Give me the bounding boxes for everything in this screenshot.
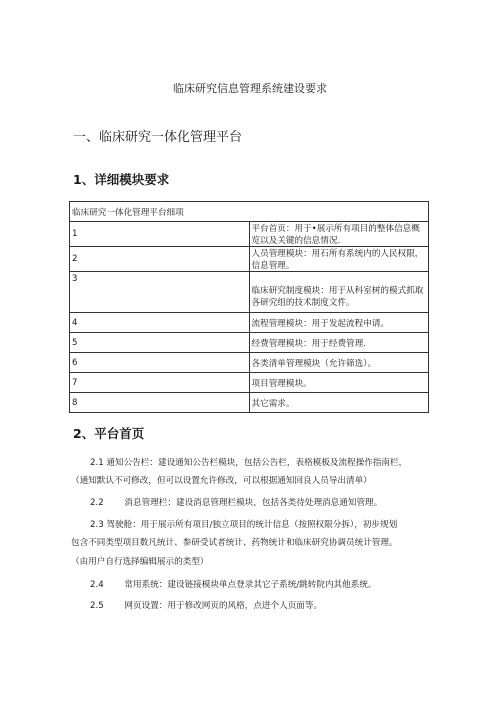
item-text: 驾驶舱：用于展示所有项目/独立项目的统计信息（按照权限分拆），初步规划 [106, 520, 398, 530]
item-text: 常用系统：建设链接模块单点登录其它子系统/跳转院内其他系统。 [124, 580, 377, 590]
item-2-1-continued: （通知默认不可修改，但可以设置允许修改，可以根据通知回良人员导出清单） [71, 476, 372, 486]
table-row [70, 313, 429, 333]
module-requirements-table [69, 201, 429, 413]
item-number: 2.5 [90, 601, 104, 611]
item-2-3-note: （由用户自行选择编辑展示的类型） [71, 557, 209, 567]
table-row [70, 222, 429, 247]
table-header: 临床研究一体化管理平台细项 [70, 202, 429, 222]
row-text: 人员管理模块：用石所有系统内的人民权限，信息管理。 [249, 247, 429, 272]
row-text: 平台首页：用于•展示所有项目的整体信息概览以及关键的信息情况. [249, 222, 429, 247]
row-text: 项目管理模块。 [249, 373, 429, 393]
item-2-5 [90, 599, 322, 611]
item-number: 2.2 [90, 498, 104, 508]
item-text: 网页设置：用于修改网页的风格，点进个人页面等。 [124, 601, 323, 611]
row-number: 4 [70, 313, 250, 333]
item-2-3 [90, 518, 397, 530]
row-number: 7 [70, 373, 250, 393]
row-number: 6 [70, 353, 250, 373]
item-2-3-continued: 包含不同类型项目数凡统计、参研受试者统计、药物统计和临床研究协调员统计管理。 [71, 538, 398, 548]
row-text: 流程管理模块：用于发起流程申请。 [249, 313, 429, 333]
item-number: 2.3 [90, 520, 104, 530]
item-number: 2.1 [90, 458, 104, 468]
row-number: 3 [70, 272, 250, 313]
row-number: 2 [70, 247, 250, 272]
document-title: 临床研究信息管理系统建设要求 [173, 82, 327, 95]
item-2-2 [90, 496, 382, 508]
table-row [70, 373, 429, 393]
item-number: 2.4 [90, 580, 104, 590]
table-row [70, 333, 429, 353]
row-number: 8 [70, 393, 250, 413]
row-text: 其它需求。 [249, 393, 429, 413]
table-row [70, 353, 429, 373]
table-row [70, 247, 429, 272]
item-text: 通知公告栏：建设通知公告栏模块，包括公告栏，表格模板及流程操作指南栏， [106, 458, 408, 468]
row-text: 各类清单管理模块（允许筛选）。 [249, 353, 429, 373]
section-heading-1: 一、临床研究一体化管理平台 [73, 130, 243, 145]
row-text: 经费管理模块：用于经费管理. [249, 333, 429, 353]
item-2-4 [90, 578, 377, 590]
item-text: 消息管理栏：建设消息管理栏模块，包括各类待处理消息通知管理。 [124, 498, 383, 508]
table-row [70, 393, 429, 413]
subsection-heading-homepage: 2、平台首页 [73, 426, 145, 441]
table-row [70, 272, 429, 313]
row-text: 临床研究制度模块：用于从科室树的模式抓取各研究组的技术制度文件。 [249, 272, 429, 313]
row-number: 5 [70, 333, 250, 353]
subsection-heading-modules: 1、详细模块要求 [73, 172, 170, 187]
row-number: 1 [70, 222, 250, 247]
item-2-1 [90, 456, 407, 468]
